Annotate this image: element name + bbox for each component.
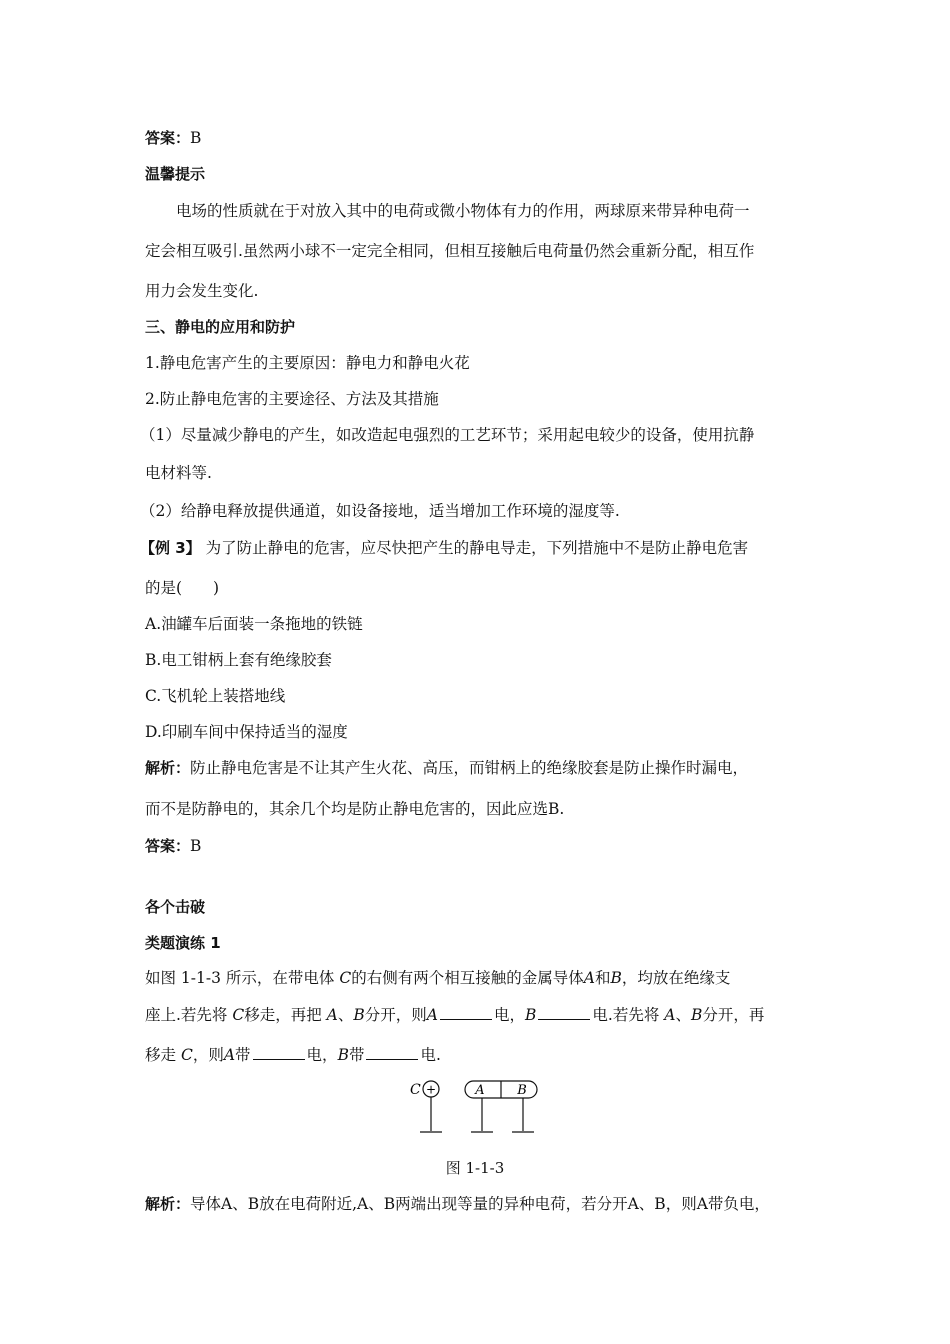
section-3-sub-2: （2）给静电释放提供通道，如设备接地，适当增加工作环境的湿度等.: [140, 502, 620, 520]
figure-1-1-3: [400, 1075, 550, 1140]
tip-line-3: 用力会发生变化.: [145, 282, 259, 300]
option-d: D.印刷车间中保持适当的湿度: [145, 723, 348, 741]
practice-line-1: 如图 1-1-3 所示，在带电体 C的右侧有两个相互接触的金属导体A和B，均放在绝缘支: [145, 969, 731, 987]
analysis-label: 解析：: [145, 1195, 191, 1213]
example-3-question-line-2: 的是( ): [145, 579, 220, 597]
breakthrough-heading: 各个击破: [145, 898, 206, 916]
example-3-tag: 【例 3】: [140, 539, 201, 557]
answer-blank-1[interactable]: [440, 1005, 492, 1020]
plus-sign: +: [425, 1082, 437, 1097]
tip-line-2: 定会相互吸引.虽然两小球不一定完全相同，但相互接触后电荷量仍然会重新分配，相互作: [145, 242, 755, 260]
option-a: A.油罐车后面装一条拖地的铁链: [145, 615, 363, 633]
example-3-analysis-line-1: 解析：防止静电危害是不让其产生火花、高压，而钳柄上的绝缘胶套是防止操作时漏电，: [145, 759, 749, 777]
section-3-item-1: 1.静电危害产生的主要原因：静电力和静电火花: [145, 354, 470, 372]
example-3-answer: [145, 836, 201, 856]
answer-label: 答案：: [145, 837, 191, 855]
practice-line-2: 座上.若先将 C移走，再把 A、B分开，则A 电，B 电.若先将 A、B分开，再: [145, 1006, 765, 1024]
section-3-item-2: 2.防止静电危害的主要途径、方法及其措施: [145, 390, 439, 408]
example-3-analysis-line-2: 而不是防静电的，其余几个均是防止静电危害的，因此应选B.: [145, 800, 565, 818]
tip-heading: 温馨提示: [145, 165, 206, 183]
answer-value: B: [190, 837, 202, 855]
answer-value: B: [190, 129, 202, 147]
section-3-sub-1-line-2: 电材料等.: [145, 464, 212, 482]
practice-line-3: 移走 C，则A带 电，B带 电.: [145, 1046, 441, 1064]
answer-line-1: [145, 128, 201, 148]
practice-heading: 类题演练 1: [145, 934, 221, 952]
answer-blank-4[interactable]: [366, 1045, 418, 1060]
figure-caption: 图 1-1-3: [445, 1159, 505, 1177]
answer-label: 答案：: [145, 129, 191, 147]
answer-blank-2[interactable]: [538, 1005, 590, 1020]
tip-line-1: 电场的性质就在于对放入其中的电荷或微小物体有力的作用，两球原来带异种电荷一: [176, 202, 750, 220]
figure-label-b: B: [517, 1083, 527, 1098]
option-b: B.电工钳柄上套有绝缘胶套: [145, 651, 332, 669]
section-3-sub-1-line-1: （1）尽量减少静电的产生，如改造起电强烈的工艺环节；采用起电较少的设备，使用抗静: [140, 426, 755, 444]
option-c: C.飞机轮上装搭地线: [145, 687, 286, 705]
figure-label-c: C: [410, 1082, 421, 1098]
section-3-heading: 三、静电的应用和防护: [145, 318, 296, 336]
answer-blank-3[interactable]: [253, 1045, 305, 1060]
practice-analysis-line: 解析：导体A、B放在电荷附近,A、B两端出现等量的异种电荷，若分开A、B，则A带负电，: [145, 1195, 770, 1213]
example-3-question-line-1: 【例 3】 为了防止静电的危害，应尽快把产生的静电导走，下列措施中不是防止静电危害: [140, 539, 749, 557]
figure-label-a: A: [475, 1083, 485, 1098]
analysis-label: 解析：: [145, 759, 191, 777]
